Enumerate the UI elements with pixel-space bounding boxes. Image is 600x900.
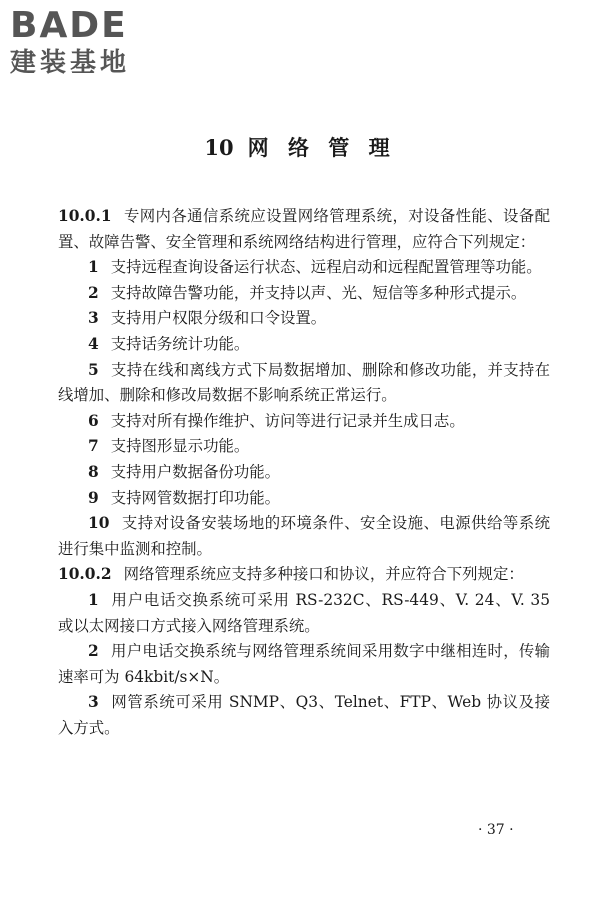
- item-text: 支持用户数据备份功能。: [110, 462, 281, 481]
- list-item: [58, 639, 550, 690]
- item-number: 7: [88, 437, 99, 456]
- item-number: 4: [88, 334, 99, 353]
- item-text: 网管系统可采用 SNMP、Q3、Telnet、FTP、Web 协议及接入方式。: [58, 693, 550, 737]
- list-item: [58, 306, 550, 332]
- item-text: 用户电话交换系统与网络管理系统间采用数字中继相连时，传输速率可为 64kbit/s×N。: [58, 642, 550, 686]
- logo-word: BADE: [10, 5, 128, 46]
- list-item: [58, 486, 550, 512]
- list-item: [58, 332, 550, 358]
- item-number: 1: [88, 258, 99, 277]
- item-number: 9: [88, 488, 99, 507]
- page-number: · 37 ·: [478, 822, 514, 838]
- chapter-number: 10: [204, 135, 234, 160]
- item-text: 支持对设备安装场地的环境条件、安全设施、电源供给等系统进行集中监测和控制。: [58, 514, 550, 558]
- item-number: 10: [88, 514, 110, 533]
- logo-subtitle: 建装基地: [10, 48, 131, 78]
- list-item: [58, 460, 550, 486]
- list-item: [58, 588, 550, 639]
- clause-text: 网络管理系统应支持多种接口和协议，并应符合下列规定：: [123, 565, 524, 584]
- item-text: 用户电话交换系统可采用 RS-232C、RS-449、V. 24、V. 35 或以太网接口方式接入网络管理系统。: [58, 590, 550, 635]
- document-body: [58, 204, 550, 741]
- bade-logo: [10, 6, 190, 86]
- item-number: 3: [88, 309, 99, 328]
- chapter-title-text: 网 络 管 理: [247, 135, 396, 160]
- item-number: 3: [88, 693, 99, 712]
- list-item: [58, 434, 550, 460]
- item-text: 支持在线和离线方式下局数据增加、删除和修改功能，并支持在线增加、删除和修改局数据不影响系统正常运行。: [58, 360, 550, 405]
- clause-number: 10.0.1: [58, 207, 112, 225]
- item-text: 支持远程查询设备运行状态、远程启动和远程配置管理等功能。: [110, 258, 542, 277]
- item-text: 支持对所有操作维护、访问等进行记录并生成日志。: [110, 411, 465, 430]
- item-number: 6: [88, 411, 99, 430]
- clause-10-0-1: [58, 204, 550, 255]
- item-number: 1: [88, 590, 99, 609]
- item-number: 2: [88, 283, 99, 302]
- item-number: 2: [88, 642, 99, 661]
- item-text: 支持用户权限分级和口令设置。: [110, 309, 327, 328]
- item-number: 8: [88, 462, 99, 481]
- list-item: [58, 690, 550, 741]
- item-text: 支持图形显示功能。: [110, 437, 250, 456]
- chapter-title: [0, 133, 600, 163]
- item-text: 支持故障告警功能，并支持以声、光、短信等多种形式提示。: [110, 283, 527, 302]
- item-number: 5: [88, 360, 99, 379]
- list-item: [58, 255, 550, 281]
- clause-text: 专网内各通信系统应设置网络管理系统，对设备性能、设备配置、故障告警、安全管理和系统网络结构进行管理，应符合下列规定：: [58, 207, 550, 251]
- list-item: [58, 358, 550, 409]
- list-item: [58, 409, 550, 435]
- item-text: 支持网管数据打印功能。: [110, 488, 281, 507]
- list-item: [58, 511, 550, 562]
- list-item: [58, 281, 550, 307]
- item-text: 支持话务统计功能。: [110, 334, 250, 353]
- clause-number: 10.0.2: [58, 565, 112, 584]
- clause-10-0-2: [58, 562, 550, 588]
